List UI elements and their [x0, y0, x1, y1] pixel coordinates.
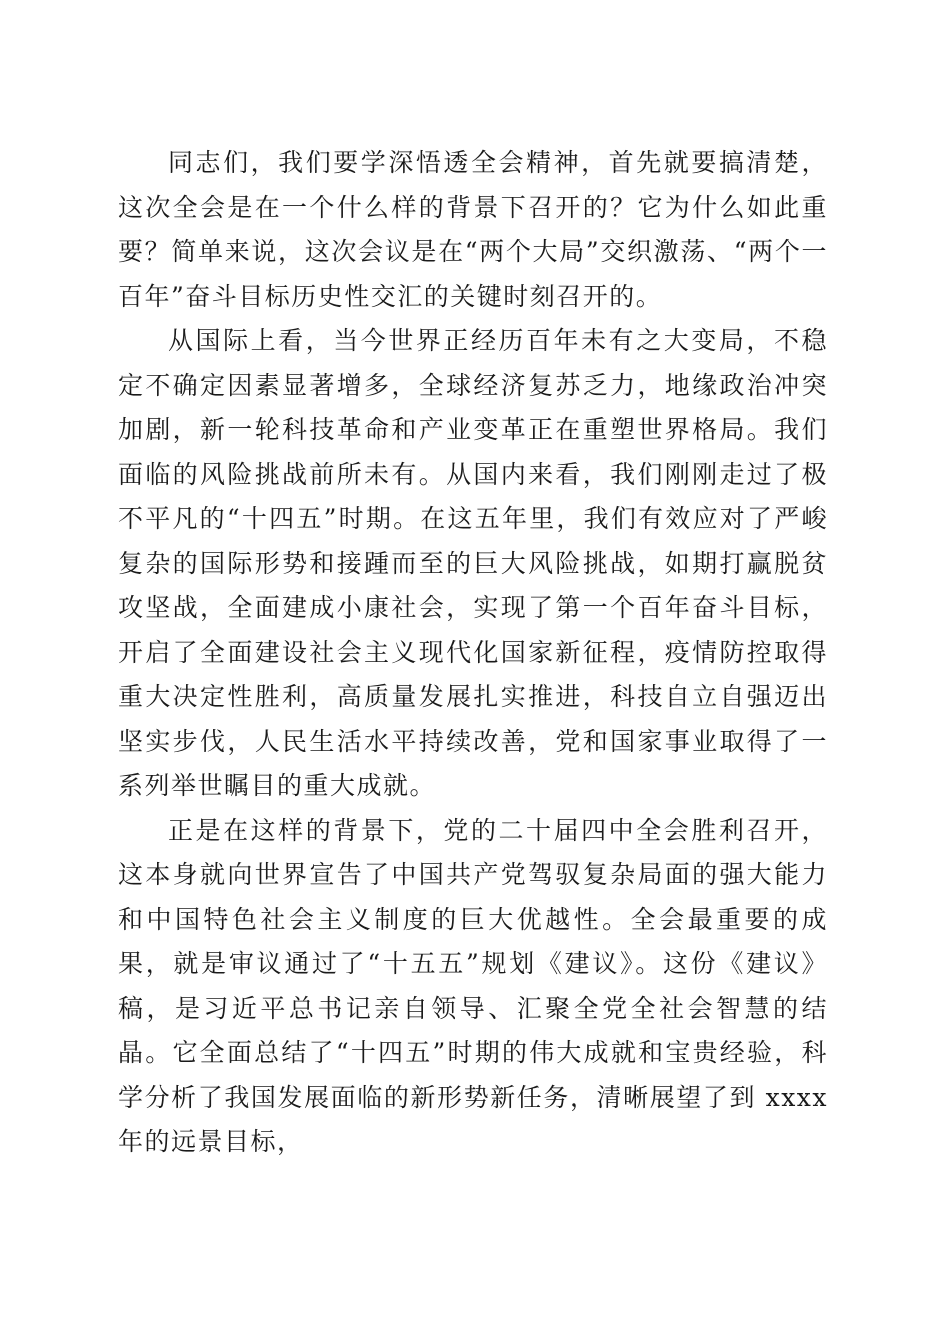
paragraph-3: 正是在这样的背景下，党的二十届四中全会胜利召开，这本身就向世界宣告了中国共产党驾驭复杂局面的强大能力和中国特色社会主义制度的巨大优越性。全会最重要的成果，就是审议通过了“十五五”规划《建议》。这份《建议》稿，是习近平总书记亲自领导、汇聚全党全社会智慧的结晶。它全面总结了“十四五”时期的伟大成就和宝贵经验，科学分析了我国发展面临的新形势新任务，清晰展望了到 xxxx 年的远景目标， [118, 815, 828, 1156]
paragraph-1: 同志们，我们要学深悟透全会精神，首先就要搞清楚，这次全会是在一个什么样的背景下召开的？它为什么如此重要？简单来说，这次会议是在“两个大局”交织激荡、“两个一百年”奋斗目标历史性交汇的关键时刻召开的。 [118, 148, 828, 311]
document-body [118, 141, 828, 1165]
paragraph-2: 从国际上看，当今世界正经历百年未有之大变局，不稳定不确定因素显著增多，全球经济复苏乏力，地缘政治冲突加剧，新一轮科技革命和产业变革正在重塑世界格局。我们面临的风险挑战前所未有。从国内来看，我们刚刚走过了极不平凡的“十四五”时期。在这五年里，我们有效应对了严峻复杂的国际形势和接踵而至的巨大风险挑战，如期打赢脱贫攻坚战，全面建成小康社会，实现了第一个百年奋斗目标，开启了全面建设社会主义现代化国家新征程，疫情防控取得重大决定性胜利，高质量发展扎实推进，科技自立自强迈出坚实步伐，人民生活水平持续改善，党和国家事业取得了一系列举世瞩目的重大成就。 [118, 326, 828, 800]
